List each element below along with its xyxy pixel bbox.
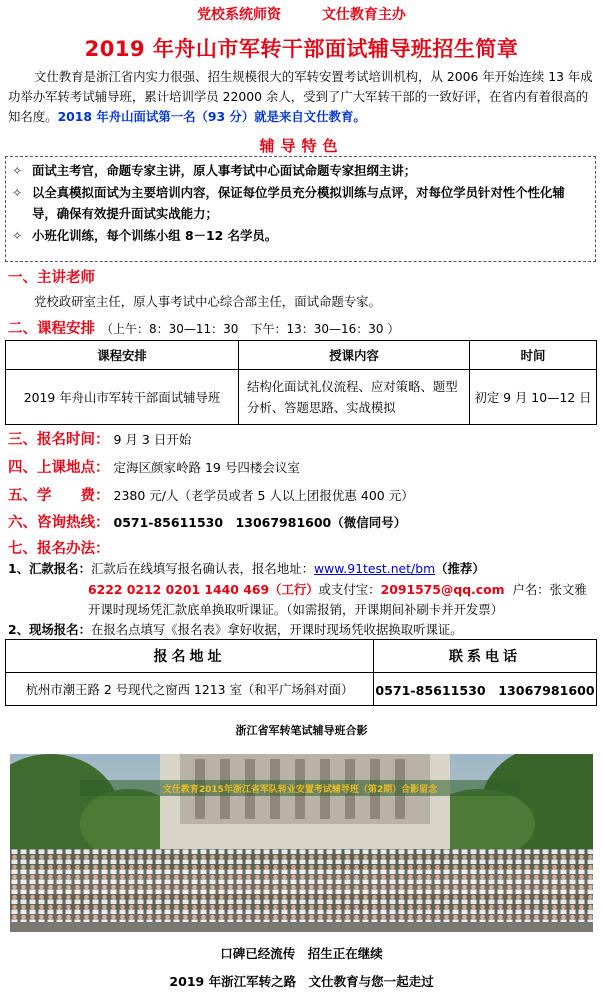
table-header: 报名地址 — [6, 640, 374, 673]
signup-account-line — [88, 580, 587, 598]
diamond-icon: ✧ — [12, 184, 23, 200]
table-row — [6, 673, 597, 706]
course-times: （上午：8：30—11：30 下午：13：30—16：30 ） — [101, 322, 400, 336]
tagline — [0, 4, 603, 24]
intro-text: 文仕教育是浙江省内实力很强、招生规模很大的军转安置考试培训机构，从 2006 年开始连续 13 年成功举办军转考试辅导班，累计培训学员 22000 余人，受到了广大军转干部的一致好评，在省内有着很高的知名度。 — [8, 69, 593, 124]
photo-caption: 浙江省军转笔试辅导班合影 — [235, 724, 368, 737]
section-teacher-heading: 一、主讲老师 — [8, 270, 95, 286]
section-enroll-time — [8, 428, 191, 449]
group-photo-image — [10, 754, 593, 932]
footer-line-2: 2019 年浙江军转之路 文仕教育与您一起走过 — [169, 974, 434, 989]
photo-banner-text: 文仕教育2015年浙江省军队转业安置考试辅导班（第2期）合影留念 — [162, 785, 438, 795]
course-table — [5, 340, 597, 425]
feature-item — [12, 225, 589, 247]
location-table — [5, 639, 597, 706]
feature-text: 面试主考官，命题专家主讲，原人事考试中心面试命题专家担纲主讲； — [32, 163, 417, 178]
features-title: 辅导特色 — [259, 137, 344, 155]
site-text: 在报名点填写《报名表》拿好收据，开课时现场凭收据换取听课证。 — [90, 622, 463, 637]
section-value: 9 月 3 日开始 — [113, 432, 192, 447]
table-cell: 结构化面试礼仪流程、应对策略、题型分析、答题思路、实战模拟 — [239, 370, 470, 425]
signup-link[interactable]: www.91test.net/bm — [314, 561, 436, 576]
section-value: 0571-85611530 13067981600（微信同号） — [113, 515, 407, 530]
feature-text: 以全真模拟面试为主要培训内容，保证每位学员充分模拟训练与点评，对每位学员针对性个性化辅导，确保有效提升面试实战能力； — [32, 184, 565, 221]
table-header: 联系电话 — [374, 640, 597, 673]
table-header-row — [6, 341, 597, 370]
signup-site-line — [8, 620, 463, 638]
signup-pay-line — [8, 559, 485, 577]
table-cell: 2019 年舟山市军转干部面试辅导班 — [6, 370, 239, 425]
section-teacher-text: 党校政研室主任，原人事考试中心综合部主任，面试命题专家。 — [34, 294, 381, 309]
feature-item — [12, 182, 589, 225]
alipay-account: 2091575@qq.com — [380, 582, 505, 597]
table-header: 授课内容 — [239, 341, 470, 370]
diamond-icon: ✧ — [12, 227, 23, 243]
tagline-right: 文仕教育主办 — [321, 7, 406, 23]
diamond-icon: ✧ — [12, 163, 23, 178]
table-row — [6, 370, 597, 425]
section-location — [8, 456, 300, 477]
features-box — [5, 156, 596, 262]
section-label: 三、报名时间： — [8, 432, 110, 448]
footer-line-1: 口碑已经流传 招生正在继续 — [220, 946, 383, 961]
section-course-heading — [8, 317, 399, 338]
section-label: 六、咨询热线： — [8, 515, 110, 531]
table-cell: 初定 9 月 10—12 日 — [470, 370, 597, 425]
site-label: 2、现场报名： — [8, 622, 91, 637]
feature-text: 小班化训练，每个训练小组 8－12 名学员。 — [32, 227, 278, 243]
intro-highlight: 2018 年舟山面试第一名（93 分）就是来自文仕教育。 — [57, 109, 366, 124]
alipay-text: 或支付宝： — [318, 582, 381, 597]
table-header-row — [6, 640, 597, 673]
table-header: 课程安排 — [6, 341, 239, 370]
pay-recommend: （推荐） — [435, 561, 485, 576]
feature-item — [12, 160, 589, 182]
section-course-label: 二、课程安排 — [8, 321, 95, 337]
group-photo — [10, 754, 593, 932]
pay-text: 汇款后在线填写报名确认表，报名地址： — [90, 561, 314, 576]
section-fee — [8, 484, 414, 505]
bank-account: 6222 0212 0201 1440 469（工行） — [88, 582, 319, 597]
section-label: 五、学 费： — [8, 488, 110, 504]
pay-label: 1、汇款报名： — [8, 561, 91, 576]
section-value: 定海区颜家岭路 19 号四楼会议室 — [113, 460, 300, 475]
section-hotline — [8, 511, 406, 532]
section-label: 四、上课地点： — [8, 460, 110, 476]
page-title: 2019 年舟山市军转干部面试辅导班招生简章 — [84, 37, 519, 61]
payee: 户名：张文雅 — [512, 582, 587, 597]
table-cell: 0571-85611530 13067981600 — [374, 673, 597, 706]
table-cell: 杭州市潮王路 2 号现代之窗西 1213 室（和平广场斜对面） — [6, 673, 374, 706]
section-signup-heading: 七、报名办法： — [8, 541, 110, 557]
intro-paragraph — [8, 67, 598, 127]
tagline-left: 党校系统师资 — [197, 7, 282, 23]
table-header: 时间 — [470, 341, 597, 370]
signup-pay-note: 开课时现场凭汇款底单换取听课证。（如需报销，开课期间补刷卡并开发票） — [88, 602, 504, 617]
section-value: 2380 元/人（老学员或者 5 人以上团报优惠 400 元） — [113, 488, 414, 503]
